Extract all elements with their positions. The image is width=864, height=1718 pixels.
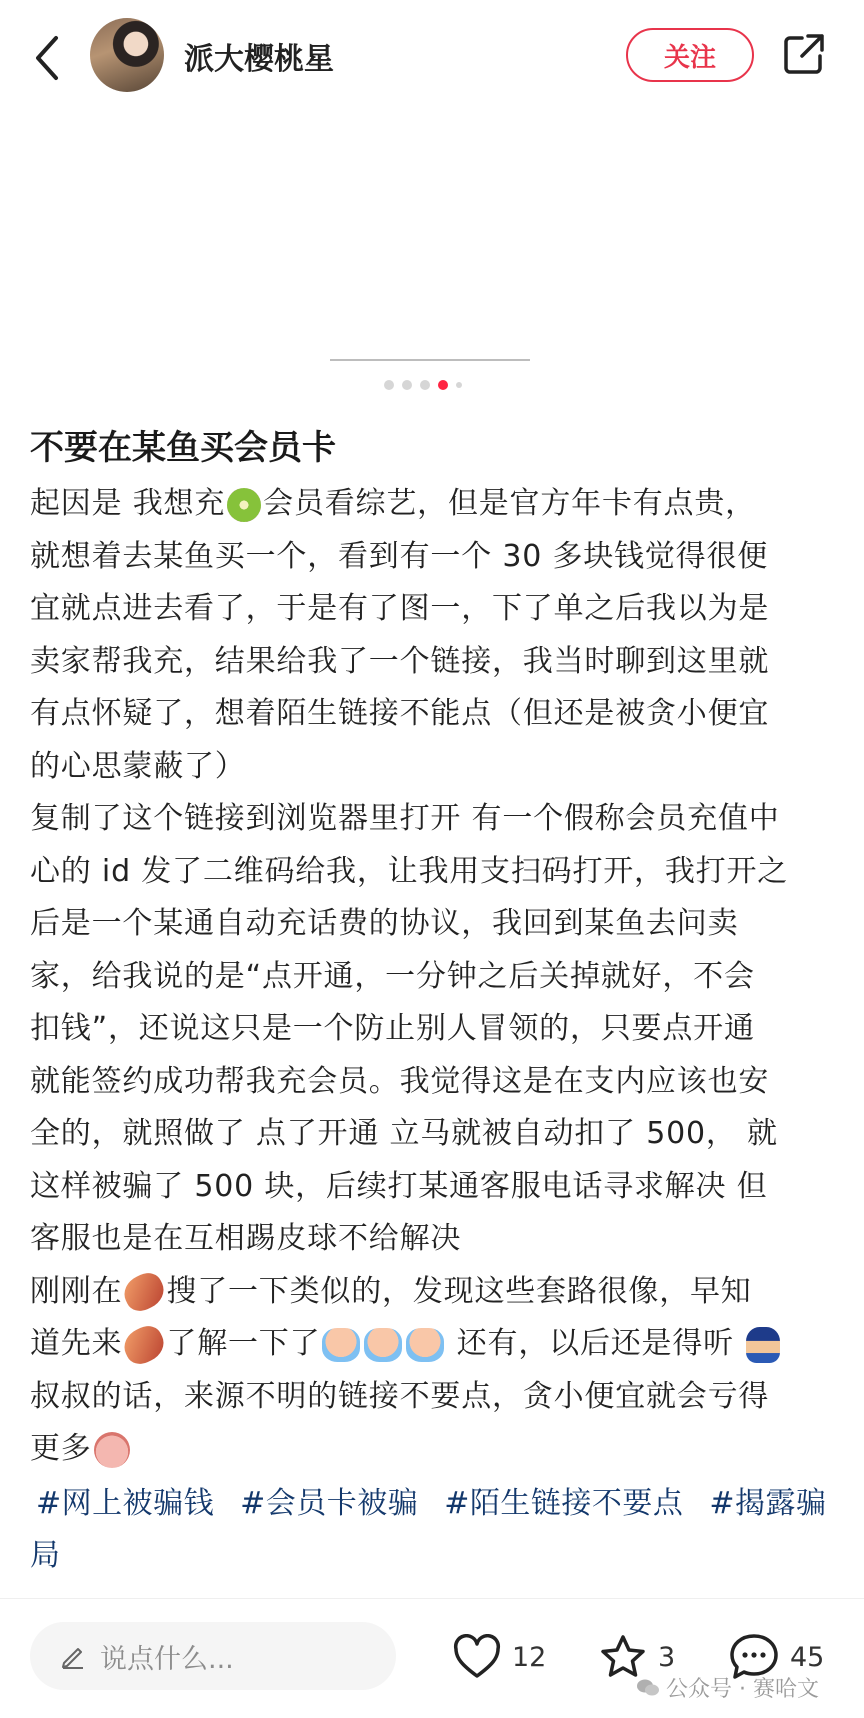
watermark-text: 公众号 · 赛哈文 bbox=[666, 1677, 819, 1702]
kiwi-emoji-icon bbox=[227, 488, 261, 522]
content-text: 宜就点进去看了，于是有了图一，下了单之后我以为是 bbox=[30, 591, 770, 626]
content-text: 扣钱”，还说这只是一个防止别人冒领的，只要点开通 bbox=[30, 1011, 755, 1046]
content-text: 更多 bbox=[30, 1431, 92, 1466]
author-name[interactable]: 派大樱桃星 bbox=[184, 42, 334, 77]
carousel-indicator bbox=[384, 380, 462, 390]
potato-emoji-icon bbox=[119, 1268, 170, 1316]
content-text: 卖家帮我充，结果给我了一个链接，我当时聊到这里就 bbox=[30, 643, 770, 679]
content-line bbox=[30, 1108, 834, 1161]
avatar[interactable] bbox=[90, 18, 164, 92]
police-emoji-icon bbox=[746, 1327, 780, 1363]
content-line bbox=[30, 583, 834, 636]
image-scrollbar bbox=[330, 359, 530, 361]
carousel-dot bbox=[420, 380, 430, 390]
like-count: 12 bbox=[512, 1641, 547, 1673]
divider bbox=[0, 1598, 864, 1599]
carousel-dot-active bbox=[438, 380, 448, 390]
content-line bbox=[30, 741, 834, 794]
sad-emoji-icon bbox=[94, 1432, 130, 1468]
content-line bbox=[30, 898, 834, 951]
hashtag-link[interactable]: #揭露骗局 bbox=[30, 1486, 827, 1573]
content-text: 了解一下了 bbox=[166, 1326, 321, 1361]
post-title: 不要在某鱼买会员卡 bbox=[30, 428, 336, 468]
post-header bbox=[0, 0, 864, 116]
content-line bbox=[30, 636, 834, 689]
content-line bbox=[30, 1318, 834, 1371]
content-line bbox=[30, 1161, 834, 1214]
content-line bbox=[30, 1423, 834, 1476]
back-icon[interactable] bbox=[30, 30, 66, 86]
content-line bbox=[30, 478, 834, 531]
content-text: 刚刚在 bbox=[30, 1273, 123, 1309]
content-text: 道先来 bbox=[30, 1326, 123, 1361]
wechat-icon bbox=[636, 1678, 660, 1698]
hashtag-link[interactable]: #会员卡被骗 bbox=[240, 1486, 419, 1521]
content-text: 心的 id 发了二维码给我，让我用支扫码打开，我打开之 bbox=[30, 853, 789, 889]
carousel-dot bbox=[456, 382, 462, 388]
content-line bbox=[30, 1266, 834, 1319]
comment-placeholder: 说点什么... bbox=[100, 1643, 234, 1675]
content-line bbox=[30, 1371, 834, 1424]
comment-input[interactable] bbox=[30, 1622, 396, 1690]
cry-emoji-icon bbox=[322, 1328, 360, 1362]
content-line bbox=[30, 1056, 834, 1109]
carousel-dot bbox=[384, 380, 394, 390]
like-button[interactable] bbox=[452, 1626, 546, 1688]
content-text: 客服也是在互相踢皮球不给解决 bbox=[30, 1221, 462, 1256]
content-line bbox=[30, 793, 834, 846]
hashtag-list bbox=[30, 1478, 840, 1582]
content-line bbox=[30, 1003, 834, 1056]
hashtag-link[interactable]: #网上被骗钱 bbox=[36, 1486, 215, 1521]
post-content bbox=[30, 478, 834, 1476]
carousel-dot bbox=[402, 380, 412, 390]
cry-emoji-icon bbox=[406, 1328, 444, 1362]
content-text: 还有，以后还是得听 bbox=[446, 1326, 745, 1361]
content-text: 全的，就照做了 点了开通 立马就被自动扣了 500， 就 bbox=[30, 1116, 778, 1151]
content-text: 就能签约成功帮我充会员。我觉得这是在支内应该也安 bbox=[30, 1063, 770, 1099]
content-text: 会员看综艺，但是官方年卡有点贵， bbox=[263, 486, 756, 521]
cry-emoji-icon bbox=[364, 1328, 402, 1362]
share-icon[interactable] bbox=[782, 32, 826, 76]
collect-count: 3 bbox=[658, 1641, 676, 1673]
heart-icon bbox=[452, 1634, 502, 1680]
content-text: 的心思蒙蔽了） bbox=[30, 748, 246, 784]
potato-emoji-icon bbox=[119, 1321, 170, 1369]
content-text: 后是一个某通自动充话费的协议，我回到某鱼去问卖 bbox=[30, 906, 739, 941]
content-text: 就想着去某鱼买一个，看到有一个 30 多块钱觉得很便 bbox=[30, 538, 769, 574]
pencil-icon bbox=[58, 1641, 88, 1671]
content-text: 这样被骗了 500 块，后续打某通客服电话寻求解决 但 bbox=[30, 1168, 768, 1204]
hashtag-link[interactable]: #陌生链接不要点 bbox=[444, 1486, 684, 1521]
content-line bbox=[30, 1213, 834, 1266]
content-line bbox=[30, 951, 834, 1004]
follow-button[interactable]: 关注 bbox=[626, 28, 754, 82]
content-text: 有点怀疑了，想着陌生链接不能点（但还是被贪小便宜 bbox=[30, 696, 770, 731]
content-text: 复制了这个链接到浏览器里打开 有一个假称会员充值中 bbox=[30, 801, 780, 836]
content-line bbox=[30, 846, 834, 899]
content-text: 叔叔的话，来源不明的链接不要点，贪小便宜就会亏得 bbox=[30, 1378, 770, 1414]
comment-count: 45 bbox=[790, 1641, 825, 1673]
content-line bbox=[30, 531, 834, 584]
content-line bbox=[30, 688, 834, 741]
watermark bbox=[636, 1672, 819, 1703]
content-text: 起因是 我想充 bbox=[30, 486, 226, 521]
content-text: 家，给我说的是“点开通，一分钟之后关掉就好，不会 bbox=[30, 958, 755, 994]
content-text: 搜了一下类似的，发现这些套路很像，早知 bbox=[166, 1273, 752, 1309]
